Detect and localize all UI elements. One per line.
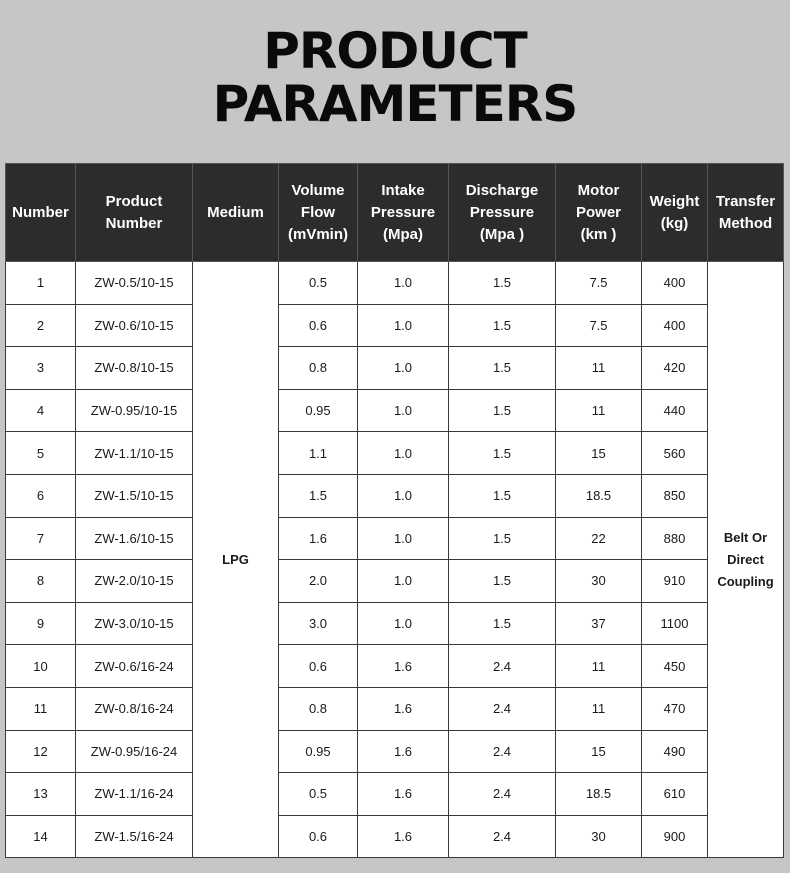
cell-weight: 850 xyxy=(642,474,708,517)
table-row xyxy=(6,602,784,645)
table-row xyxy=(6,687,784,730)
cell-medium: LPG xyxy=(193,262,279,858)
header-number-line: Number xyxy=(12,203,69,221)
cell-weight: 1100 xyxy=(642,602,708,645)
cell-intake-pressure: 1.6 xyxy=(358,645,449,688)
cell-number: 14 xyxy=(6,815,76,858)
header-number xyxy=(6,164,76,262)
page-title-line-1: PRODUCT xyxy=(263,22,527,80)
cell-product-number: ZW-0.95/10-15 xyxy=(76,389,193,432)
table-row xyxy=(6,347,784,390)
cell-product-number: ZW-1.1/16-24 xyxy=(76,773,193,816)
cell-discharge-pressure: 2.4 xyxy=(449,687,556,730)
header-discharge-pressure-line: Pressure xyxy=(469,203,535,221)
cell-number: 12 xyxy=(6,730,76,773)
cell-product-number: ZW-1.5/10-15 xyxy=(76,474,193,517)
table-row xyxy=(6,389,784,432)
header-discharge-pressure-line: (Mpa ) xyxy=(479,225,525,243)
cell-volume-flow: 0.6 xyxy=(279,304,358,347)
header-intake-pressure-line: Intake xyxy=(381,181,425,199)
cell-weight: 450 xyxy=(642,645,708,688)
header-discharge-pressure-line: Discharge xyxy=(465,181,539,199)
cell-motor-power: 15 xyxy=(556,432,642,475)
cell-intake-pressure: 1.0 xyxy=(358,560,449,603)
cell-discharge-pressure: 1.5 xyxy=(449,304,556,347)
cell-product-number: ZW-0.8/16-24 xyxy=(76,687,193,730)
header-motor-power-line: Power xyxy=(575,203,621,221)
table-row xyxy=(6,815,784,858)
cell-product-number: ZW-1.5/16-24 xyxy=(76,815,193,858)
cell-intake-pressure: 1.0 xyxy=(358,347,449,390)
table-row xyxy=(6,432,784,475)
table-row xyxy=(6,773,784,816)
header-volume-flow xyxy=(279,164,358,262)
header-transfer-method-line: Transfer xyxy=(715,192,776,210)
cell-volume-flow: 1.5 xyxy=(279,474,358,517)
cell-volume-flow: 0.5 xyxy=(279,262,358,305)
transfer-method-line: Direct xyxy=(727,551,764,567)
header-volume-flow-line: Flow xyxy=(300,203,336,221)
cell-intake-pressure: 1.0 xyxy=(358,602,449,645)
cell-weight: 610 xyxy=(642,773,708,816)
header-motor-power xyxy=(556,164,642,262)
cell-motor-power: 37 xyxy=(556,602,642,645)
cell-discharge-pressure: 1.5 xyxy=(449,347,556,390)
cell-weight: 880 xyxy=(642,517,708,560)
cell-motor-power: 11 xyxy=(556,687,642,730)
cell-motor-power: 18.5 xyxy=(556,773,642,816)
cell-volume-flow: 0.95 xyxy=(279,730,358,773)
cell-weight: 490 xyxy=(642,730,708,773)
cell-number: 10 xyxy=(6,645,76,688)
cell-number: 7 xyxy=(6,517,76,560)
cell-number: 3 xyxy=(6,347,76,390)
header-weight xyxy=(642,164,708,262)
cell-product-number: ZW-3.0/10-15 xyxy=(76,602,193,645)
cell-motor-power: 30 xyxy=(556,815,642,858)
cell-intake-pressure: 1.0 xyxy=(358,389,449,432)
cell-motor-power: 11 xyxy=(556,645,642,688)
cell-weight: 470 xyxy=(642,687,708,730)
table-row xyxy=(6,517,784,560)
cell-volume-flow: 1.6 xyxy=(279,517,358,560)
table-row xyxy=(6,262,784,305)
cell-product-number: ZW-0.8/10-15 xyxy=(76,347,193,390)
header-product-number xyxy=(76,164,193,262)
cell-motor-power: 11 xyxy=(556,389,642,432)
table-row xyxy=(6,645,784,688)
cell-intake-pressure: 1.0 xyxy=(358,517,449,560)
cell-volume-flow: 0.6 xyxy=(279,815,358,858)
cell-weight: 910 xyxy=(642,560,708,603)
cell-intake-pressure: 1.6 xyxy=(358,815,449,858)
header-intake-pressure-line: Pressure xyxy=(370,203,436,221)
cell-intake-pressure: 1.6 xyxy=(358,730,449,773)
cell-product-number: ZW-0.6/10-15 xyxy=(76,304,193,347)
cell-volume-flow: 0.5 xyxy=(279,773,358,816)
transfer-method-line: Belt Or xyxy=(723,529,768,545)
cell-weight: 440 xyxy=(642,389,708,432)
header-motor-power-line: Motor xyxy=(577,181,620,199)
header-weight-line: Weight xyxy=(649,192,700,210)
cell-product-number: ZW-0.5/10-15 xyxy=(76,262,193,305)
table-body xyxy=(6,262,784,858)
cell-discharge-pressure: 1.5 xyxy=(449,262,556,305)
header-product-number-line: Number xyxy=(105,214,163,232)
header-intake-pressure-line: (Mpa) xyxy=(383,225,423,243)
transfer-method-line: Coupling xyxy=(717,573,774,589)
cell-number: 8 xyxy=(6,560,76,603)
cell-number: 6 xyxy=(6,474,76,517)
cell-number: 4 xyxy=(6,389,76,432)
cell-motor-power: 18.5 xyxy=(556,474,642,517)
cell-discharge-pressure: 2.4 xyxy=(449,645,556,688)
cell-weight: 400 xyxy=(642,262,708,305)
cell-motor-power: 15 xyxy=(556,730,642,773)
cell-product-number: ZW-1.1/10-15 xyxy=(76,432,193,475)
cell-discharge-pressure: 1.5 xyxy=(449,474,556,517)
cell-weight: 420 xyxy=(642,347,708,390)
cell-motor-power: 7.5 xyxy=(556,304,642,347)
header-intake-pressure xyxy=(358,164,449,262)
table-row xyxy=(6,474,784,517)
cell-volume-flow: 3.0 xyxy=(279,602,358,645)
cell-weight: 900 xyxy=(642,815,708,858)
header-motor-power-line: (km ) xyxy=(580,225,617,243)
cell-volume-flow: 0.6 xyxy=(279,645,358,688)
cell-number: 5 xyxy=(6,432,76,475)
header-medium xyxy=(193,164,279,262)
cell-weight: 560 xyxy=(642,432,708,475)
header-weight-line: (kg) xyxy=(660,214,689,232)
cell-number: 13 xyxy=(6,773,76,816)
cell-number: 1 xyxy=(6,262,76,305)
cell-volume-flow: 2.0 xyxy=(279,560,358,603)
cell-intake-pressure: 1.0 xyxy=(358,262,449,305)
header-discharge-pressure xyxy=(449,164,556,262)
cell-discharge-pressure: 1.5 xyxy=(449,432,556,475)
cell-volume-flow: 0.95 xyxy=(279,389,358,432)
cell-volume-flow: 1.1 xyxy=(279,432,358,475)
cell-discharge-pressure: 2.4 xyxy=(449,773,556,816)
cell-number: 2 xyxy=(6,304,76,347)
cell-discharge-pressure: 1.5 xyxy=(449,517,556,560)
cell-intake-pressure: 1.0 xyxy=(358,474,449,517)
header-medium-line: Medium xyxy=(207,203,264,221)
header-row xyxy=(6,164,784,262)
cell-transfer-method xyxy=(708,262,784,858)
cell-intake-pressure: 1.0 xyxy=(358,432,449,475)
cell-volume-flow: 0.8 xyxy=(279,687,358,730)
cell-intake-pressure: 1.0 xyxy=(358,304,449,347)
cell-motor-power: 22 xyxy=(556,517,642,560)
cell-weight: 400 xyxy=(642,304,708,347)
cell-motor-power: 7.5 xyxy=(556,262,642,305)
cell-product-number: ZW-2.0/10-15 xyxy=(76,560,193,603)
cell-intake-pressure: 1.6 xyxy=(358,687,449,730)
cell-discharge-pressure: 1.5 xyxy=(449,389,556,432)
page-title-line-2: PARAMETERS xyxy=(212,75,578,133)
parameters-table xyxy=(5,163,784,858)
cell-intake-pressure: 1.6 xyxy=(358,773,449,816)
header-volume-flow-line: (mVmin) xyxy=(288,225,348,243)
cell-discharge-pressure: 2.4 xyxy=(449,730,556,773)
cell-discharge-pressure: 1.5 xyxy=(449,560,556,603)
header-product-number-line: Product xyxy=(105,192,163,210)
cell-volume-flow: 0.8 xyxy=(279,347,358,390)
cell-product-number: ZW-0.95/16-24 xyxy=(76,730,193,773)
header-volume-flow-line: Volume xyxy=(291,181,345,199)
cell-product-number: ZW-1.6/10-15 xyxy=(76,517,193,560)
cell-discharge-pressure: 1.5 xyxy=(449,602,556,645)
cell-discharge-pressure: 2.4 xyxy=(449,815,556,858)
cell-motor-power: 30 xyxy=(556,560,642,603)
table-row xyxy=(6,730,784,773)
table-row xyxy=(6,560,784,603)
cell-motor-power: 11 xyxy=(556,347,642,390)
header-transfer-method-line: Method xyxy=(718,214,773,232)
header-transfer-method xyxy=(708,164,784,262)
cell-number: 11 xyxy=(6,687,76,730)
cell-number: 9 xyxy=(6,602,76,645)
table-row xyxy=(6,304,784,347)
cell-product-number: ZW-0.6/16-24 xyxy=(76,645,193,688)
